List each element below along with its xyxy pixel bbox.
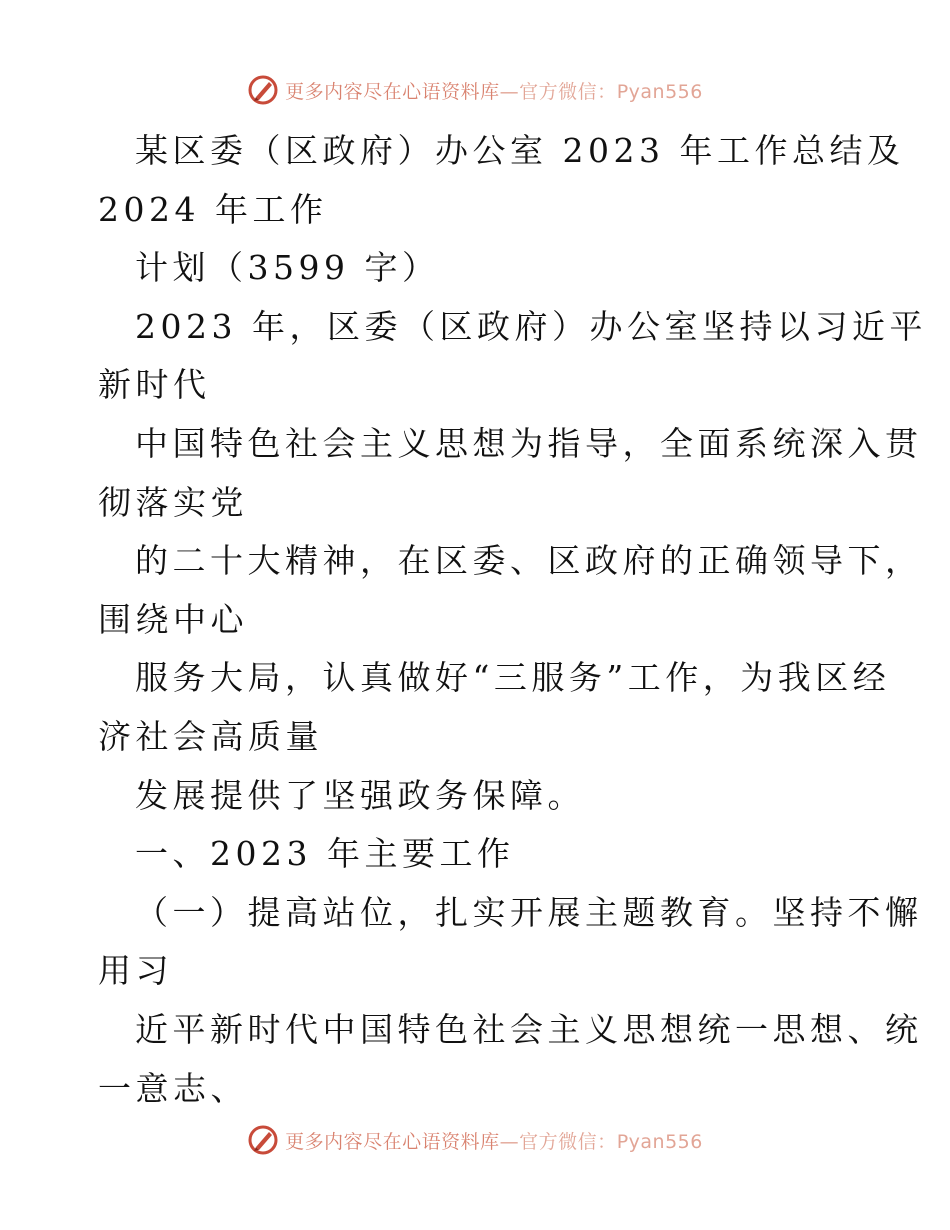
watermark-official: 官方微信： <box>519 80 617 103</box>
text-line: 用习 <box>98 951 173 991</box>
watermark-dash: — <box>499 80 520 103</box>
watermark-main: 更多内容尽在心语资料库 <box>285 80 500 103</box>
text-line: 围绕中心 <box>98 599 248 639</box>
text-line: 某区委（区政府）办公室 2023 年工作总结及 <box>135 131 905 170</box>
watermark-text <box>285 77 703 104</box>
watermark-id: Pyan556 <box>616 1130 703 1153</box>
text-line: 服务大局，认真做好“三服务”工作，为我区经 <box>135 658 891 698</box>
text-line: 的二十大精神，在区委、区政府的正确领导下， <box>135 541 923 581</box>
watermark-main: 更多内容尽在心语资料库 <box>285 1130 500 1153</box>
watermark-footer <box>0 1120 950 1160</box>
pen-logo-icon <box>247 1124 279 1156</box>
text-line: 一、2023 年主要工作 <box>135 834 515 874</box>
text-line: （一）提高站位，扎实开展主题教育。坚持不懈 <box>135 892 923 932</box>
text-line: 新时代 <box>98 365 211 405</box>
text-line: 中国特色社会主义思想为指导，全面系统深入贯 <box>135 423 923 463</box>
watermark-official: 官方微信： <box>519 1130 617 1153</box>
text-line: 彻落实党 <box>98 482 248 522</box>
watermark-header <box>0 70 950 110</box>
text-line: 2024 年工作 <box>98 189 328 229</box>
text-line: 计划（3599 字） <box>135 248 440 288</box>
watermark-text <box>285 1127 703 1154</box>
text-line: 一意志、 <box>98 1068 248 1108</box>
text-line: 发展提供了坚强政务保障。 <box>135 775 585 815</box>
pen-logo-icon <box>247 74 279 106</box>
text-line: 济社会高质量 <box>98 716 323 756</box>
document-body <box>98 122 927 1118</box>
watermark-dash: — <box>499 1130 520 1153</box>
text-line: 近平新时代中国特色社会主义思想统一思想、统 <box>135 1009 923 1049</box>
watermark-id: Pyan556 <box>616 80 703 103</box>
text-line: 2023 年，区委（区政府）办公室坚持以习近平 <box>135 306 927 346</box>
